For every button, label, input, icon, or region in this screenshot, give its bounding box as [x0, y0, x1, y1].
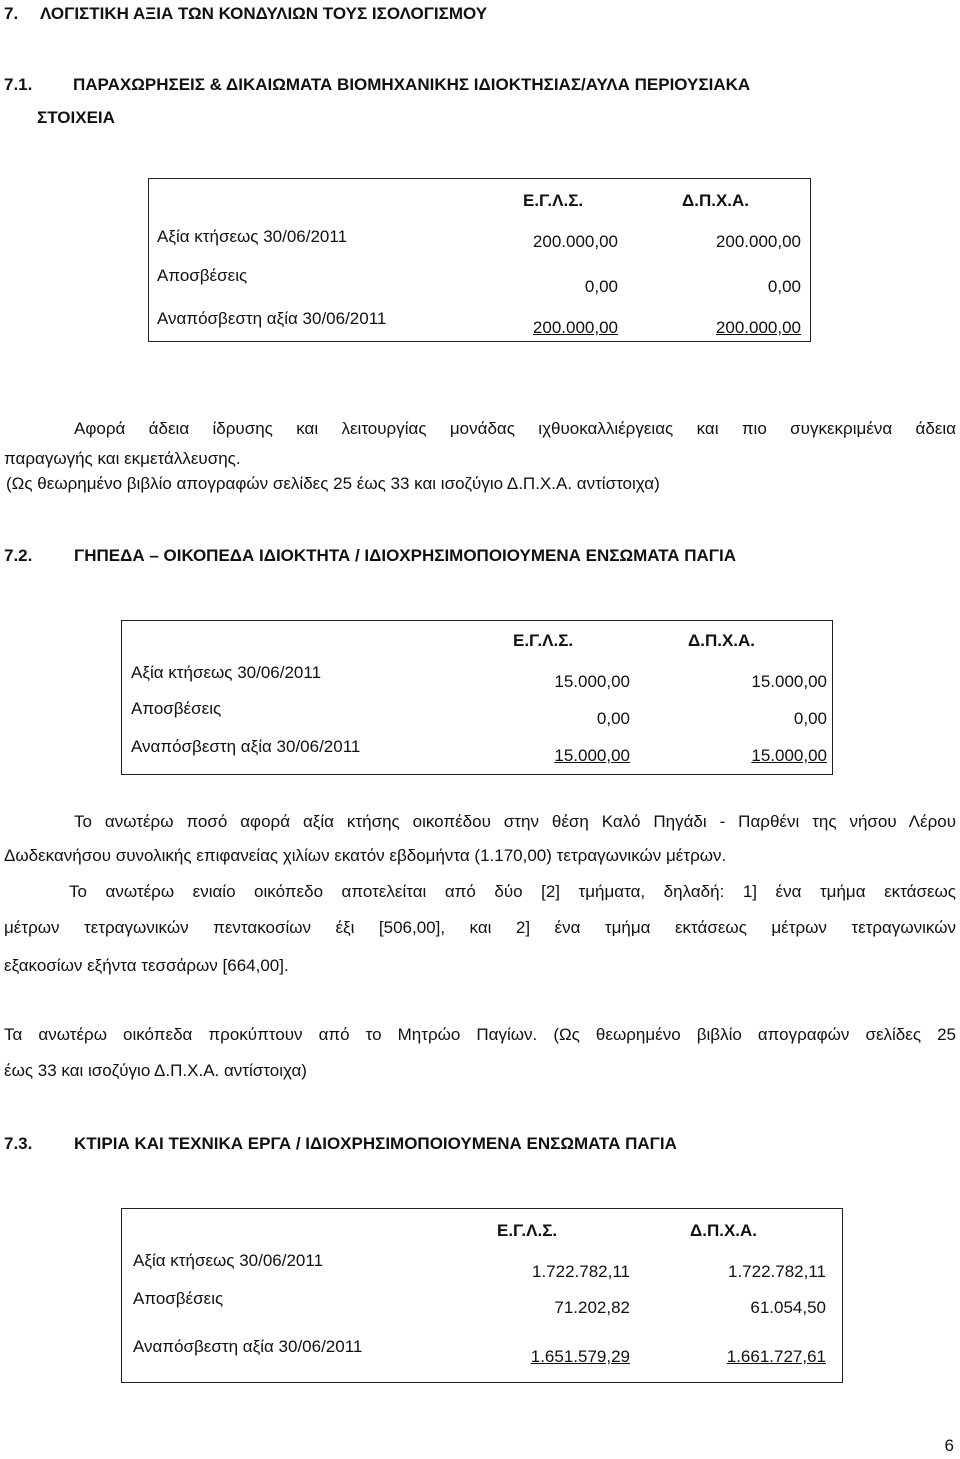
subsection-number: 7.3. [4, 1134, 33, 1153]
paragraph-line: Το ανωτέρω ενιαίο οικόπεδο αποτελείται από δύο [2] τμήματα, δηλαδή: 1] ένα τμήμα εκτάσεως [69, 882, 956, 901]
row-label: Αναπόσβεστη αξία 30/06/2011 [133, 1337, 363, 1356]
paragraph-line: Αφορά άδεια ίδρυσης και λειτουργίας μονάδας ιχθυοκαλλιέργειας και πιο συγκεκριμένα άδεια [74, 419, 956, 438]
row-label: Αναπόσβεστη αξία 30/06/2011 [131, 737, 361, 756]
paragraph-line: παραγωγής και εκμετάλλευσης. [4, 449, 241, 468]
row-label: Αποσβέσεις [131, 699, 222, 718]
row-label: Αναπόσβεστη αξία 30/06/2011 [157, 309, 387, 328]
table-cell: 0,00 [793, 709, 827, 728]
column-header-egls: Ε.Γ.Λ.Σ. [513, 631, 574, 650]
row-label: Αξία κτήσεως 30/06/2011 [131, 663, 322, 682]
table-cell: 15.000,00 [554, 746, 630, 765]
table-cell: 61.054,50 [750, 1298, 826, 1317]
row-label: Αποσβέσεις [133, 1289, 224, 1308]
table-cell: 71.202,82 [554, 1298, 630, 1317]
table-cell: 1.661.727,61 [726, 1347, 826, 1366]
table-cell: 0,00 [584, 277, 618, 296]
paragraph-line: Τα ανωτέρω οικόπεδα προκύπτουν από το Μητρώο Παγίων. (Ως θεωρημένο βιβλίο απογραφών σελίδες 25 [4, 1025, 956, 1044]
table-cell: 200.000,00 [532, 318, 618, 337]
table-cell: 200.000,00 [715, 232, 801, 251]
row-label: Αποσβέσεις [157, 266, 248, 285]
table-cell: 15.000,00 [751, 746, 827, 765]
row-label: Αξία κτήσεως 30/06/2011 [133, 1251, 324, 1270]
table-cell: 15.000,00 [554, 672, 630, 691]
subsection-title: ΠΑΡΑΧΩΡΗΣΕΙΣ & ΔΙΚΑΙΩΜΑΤΑ ΒΙΟΜΗΧΑΝΙΚΗΣ ΙΔΙΟΚΤΗΣΙΑΣ/ΑΥΛΑ ΠΕΡΙΟΥΣΙΑΚΑ [73, 75, 751, 94]
paragraph-line: εξακοσίων εξήντα τεσσάρων [664,00]. [4, 956, 289, 975]
paragraph-line: Το ανωτέρω ποσό αφορά αξία κτήσης οικοπέδου στην θέση Καλό Πηγάδι - Παρθένι της νήσου Λέρου [74, 812, 956, 831]
subsection-number: 7.1. [4, 75, 33, 94]
section-number: 7. [4, 4, 19, 23]
subsection-title: ΚΤΙΡΙΑ ΚΑΙ ΤΕΧΝΙΚΑ ΕΡΓΑ / ΙΔΙΟΧΡΗΣΙΜΟΠΟΙΟΥΜΕΝΑ ΕΝΣΩΜΑΤΑ ΠΑΓΙΑ [74, 1134, 677, 1153]
column-header-egls: Ε.Γ.Λ.Σ. [523, 191, 584, 210]
section-title: ΛΟΓΙΣΤΙΚΗ ΑΞΙΑ ΤΩΝ ΚΟΝΔΥΛΙΩΝ ΤΟΥΣ ΙΣΟΛΟΓΙΣΜΟΥ [40, 4, 488, 23]
table-cell: 15.000,00 [751, 672, 827, 691]
subsection-title: ΓΗΠΕΔΑ – ΟΙΚΟΠΕΔΑ ΙΔΙΟΚΤΗΤΑ / ΙΔΙΟΧΡΗΣΙΜΟΠΟΙΟΥΜΕΝΑ ΕΝΣΩΜΑΤΑ ΠΑΓΙΑ [74, 546, 737, 565]
table-cell: 1.651.579,29 [530, 1347, 630, 1366]
table-cell: 200.000,00 [532, 232, 618, 251]
subsection-number: 7.2. [4, 546, 33, 565]
column-header-dpxa: Δ.Π.Χ.Α. [690, 1221, 758, 1240]
paragraph-line: (Ως θεωρημένο βιβλίο απογραφών σελίδες 25 έως 33 και ισοζύγιο Δ.Π.Χ.Α. αντίστοιχα) [6, 474, 660, 493]
column-header-dpxa: Δ.Π.Χ.Α. [682, 191, 750, 210]
table-cell: 0,00 [596, 709, 630, 728]
table-cell: 1.722.782,11 [728, 1262, 826, 1281]
column-header-egls: Ε.Γ.Λ.Σ. [497, 1221, 558, 1240]
row-label: Αξία κτήσεως 30/06/2011 [157, 227, 348, 246]
page-number: 6 [944, 1436, 954, 1455]
paragraph-line: έως 33 και ισοζύγιο Δ.Π.Χ.Α. αντίστοιχα) [4, 1061, 307, 1080]
table-cell: 1.722.782,11 [532, 1262, 630, 1281]
table-cell: 200.000,00 [715, 318, 801, 337]
paragraph-line: Δωδεκανήσου συνολικής επιφανείας χιλίων εκατόν εβδομήντα (1.170,00) τετραγωνικών μέτρων. [4, 846, 727, 865]
column-header-dpxa: Δ.Π.Χ.Α. [688, 631, 756, 650]
table-cell: 0,00 [767, 277, 801, 296]
paragraph-line: μέτρων τετραγωνικών πεντακοσίων έξι [506,00], και 2] ένα τμήμα εκτάσεως μέτρων τετραγωνικών [4, 918, 956, 937]
subsection-title-continued: ΣΤΟΙΧΕΙΑ [37, 108, 115, 127]
